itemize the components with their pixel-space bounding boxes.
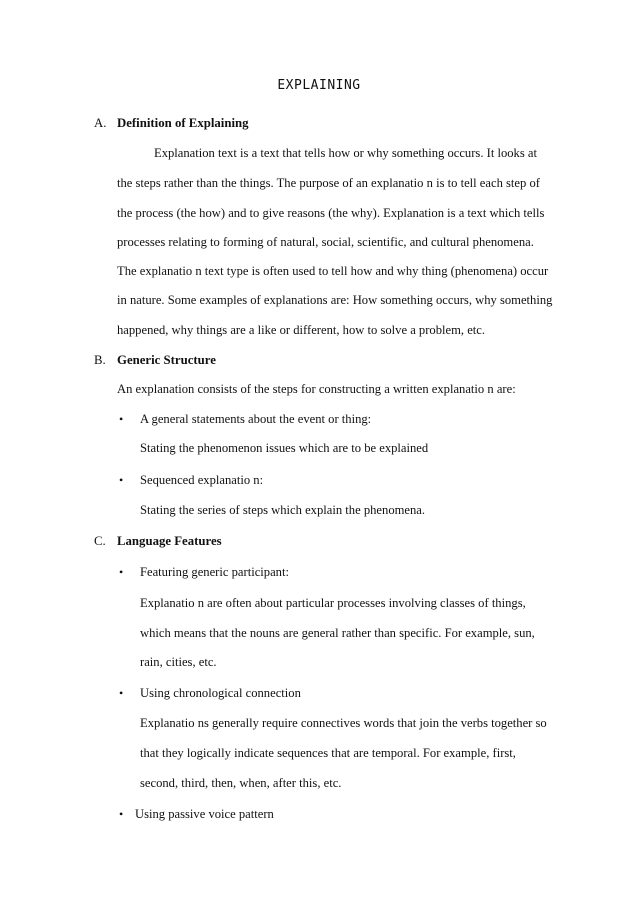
section-title: Generic Structure: [117, 353, 216, 367]
bullet-icon: •: [119, 807, 124, 821]
bullet-detail: second, third, then, when, after this, etc.: [140, 776, 342, 790]
bullet-icon: •: [119, 412, 124, 426]
paragraph-line: the process (the how) and to give reasons (the why). Explanation is a text which tells: [117, 206, 545, 220]
bullet-icon: •: [119, 565, 124, 579]
bullet-detail: Stating the series of steps which explain the phenomena.: [140, 503, 426, 517]
section-letter: B.: [94, 353, 106, 367]
bullet-detail: Explanatio n are often about particular processes involving classes of things,: [140, 596, 526, 610]
bullet-item: Sequenced explanatio n:: [140, 473, 264, 487]
paragraph-line: processes relating to forming of natural, social, scientific, and cultural phenomena.: [117, 235, 534, 249]
section-title: Definition of Explaining: [117, 116, 249, 130]
paragraph-line: happened, why things are a like or different, how to solve a problem, etc.: [117, 323, 486, 337]
section-a-heading: [94, 116, 249, 131]
bullet-detail: Explanatio ns generally require connectives words that join the verbs together so: [140, 716, 547, 730]
section-letter: C.: [94, 534, 106, 548]
bullet-item: Using passive voice pattern: [135, 807, 274, 821]
section-intro: An explanation consists of the steps for constructing a written explanatio n are:: [117, 382, 516, 396]
section-b-heading: [94, 353, 216, 368]
bullet-icon: •: [119, 686, 124, 700]
bullet-detail: rain, cities, etc.: [140, 655, 217, 669]
document-title: EXPLAINING: [277, 78, 361, 93]
paragraph-line: The explanatio n text type is often used to tell how and why thing (phenomena) occur: [117, 264, 549, 278]
bullet-icon: •: [119, 473, 124, 487]
section-title: Language Features: [117, 534, 222, 548]
section-c-heading: [94, 534, 222, 549]
bullet-detail: which means that the nouns are general rather than specific. For example, sun,: [140, 626, 535, 640]
bullet-detail: Stating the phenomenon issues which are to be explained: [140, 441, 429, 455]
paragraph-line: the steps rather than the things. The purpose of an explanatio n is to tell each step of: [117, 176, 540, 190]
section-letter: A.: [94, 116, 107, 130]
paragraph-line: in nature. Some examples of explanations are: How something occurs, why something: [117, 293, 553, 307]
paragraph-line: Explanation text is a text that tells how or why something occurs. It looks at: [154, 146, 537, 160]
bullet-item: Featuring generic participant:: [140, 565, 289, 579]
bullet-item: A general statements about the event or thing:: [140, 412, 372, 426]
bullet-detail: that they logically indicate sequences that are temporal. For example, first,: [140, 746, 516, 760]
bullet-item: Using chronological connection: [140, 686, 301, 700]
